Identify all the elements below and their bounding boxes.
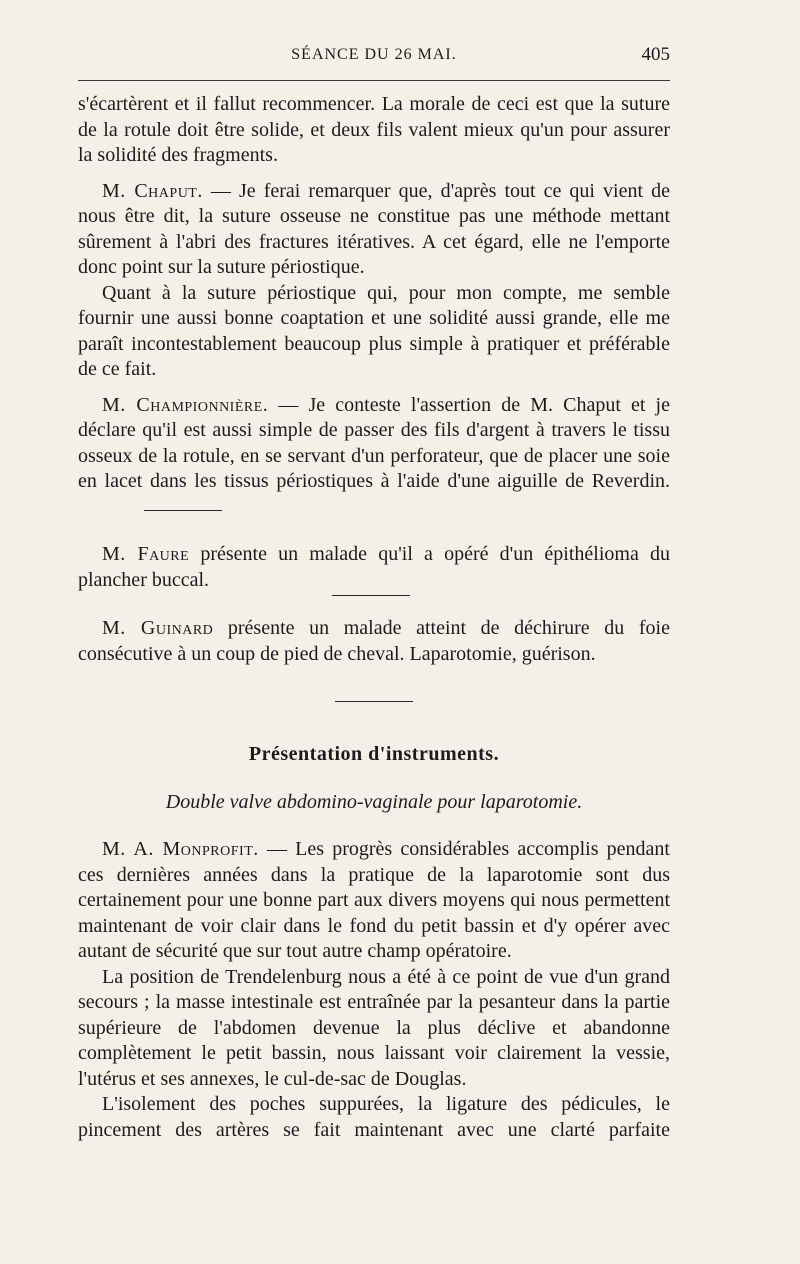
paragraph-text: — Les progrès considérables accomplis pendant ces dernières années dans la pratique de la laparotomie sont dus certainement pour une bonne part aux divers moyens qui nous permettent maintenant de voir clair dans le fond du petit bassin et d'y opérer avec autant de sécurité que sur tout autre champ opératoire.	[78, 838, 670, 962]
page-header	[78, 44, 670, 74]
section-title: Présentation d'instruments.	[248, 743, 500, 765]
paragraph-text: — Je ferai remarquer que, d'après tout ce qui vient de nous être dit, la suture osseuse ne constitue pas une méthode mettant sûrement à l'abri des fractures itératives. A cet égard, elle ne l'emporte donc point sur la suture périostique.	[78, 179, 670, 278]
separator-rule	[144, 510, 222, 511]
subtitle: Double valve abdomino-vaginale pour laparotomie.	[165, 790, 583, 813]
paragraph-isolement: L'isolement des poches suppurées, la ligature des pédicules, le pincement des artères se fait maintenant avec une clarté parfaite	[78, 1093, 670, 1141]
running-title: SÉANCE DU 26 MAI.	[291, 46, 457, 63]
paragraph-trendelenburg: La position de Trendelenburg nous a été à ce point de vue d'un grand secours ; la masse intestinale est entraînée par la pesanteur dans la partie supérieure de l'abdomen devenue la plus déclive et abandonne complètement le petit bassin, nous laissant voir clairement la vessie, l'utérus et ses annexes, le cul-de-sac de Douglas.	[78, 965, 670, 1090]
paragraph-guinard	[78, 616, 670, 667]
page	[78, 0, 670, 1264]
separator-rule	[332, 595, 410, 596]
paragraph-monprofit	[78, 837, 670, 965]
page-number: 405	[641, 44, 670, 65]
speaker-name: M. Chaput.	[102, 179, 203, 202]
speaker-name: M. Faure	[102, 543, 190, 565]
paragraph-continuation: s'écartèrent et il fallut recommencer. La morale de ceci est que la suture de la rotule doit être solide, et deux fils valent mieux qu'un pour assurer la solidité des fragments.	[78, 93, 670, 166]
paragraph-chaput	[78, 179, 670, 281]
paragraph-championniere	[78, 393, 670, 521]
body-text	[78, 92, 670, 1143]
speaker-name: M. Guinard	[102, 617, 214, 639]
speaker-name: M. A. Monprofit.	[102, 838, 259, 860]
paragraph-text: présente un malade qu'il a opéré d'un épithélioma du plancher buccal.	[78, 543, 670, 591]
header-rule	[78, 80, 670, 81]
paragraph-text: — Je conteste l'assertion de M. Chaput et je déclare qu'il est aussi simple de passer des fils d'argent à travers le tissu osseux de la rotule, en se servant d'un perforateur, que de placer une soie en lacet dans les tissus périostiques à l'aide d'une aiguille de Reverdin.	[78, 393, 670, 492]
paragraph-periostique: Quant à la suture périostique qui, pour mon compte, me semble fournir une aussi bonne coaptation et une solidité aussi grande, elle me paraît incontestablement beaucoup plus simple à pratiquer et préférable de ce fait.	[78, 281, 670, 380]
speaker-name: M. Championnière.	[102, 393, 269, 416]
paragraph-faure	[78, 542, 670, 593]
separator-rule	[335, 701, 413, 702]
paragraph-text: présente un malade atteint de déchirure du foie consécutive à un coup de pied de cheval. Laparotomie, guérison.	[78, 617, 670, 665]
